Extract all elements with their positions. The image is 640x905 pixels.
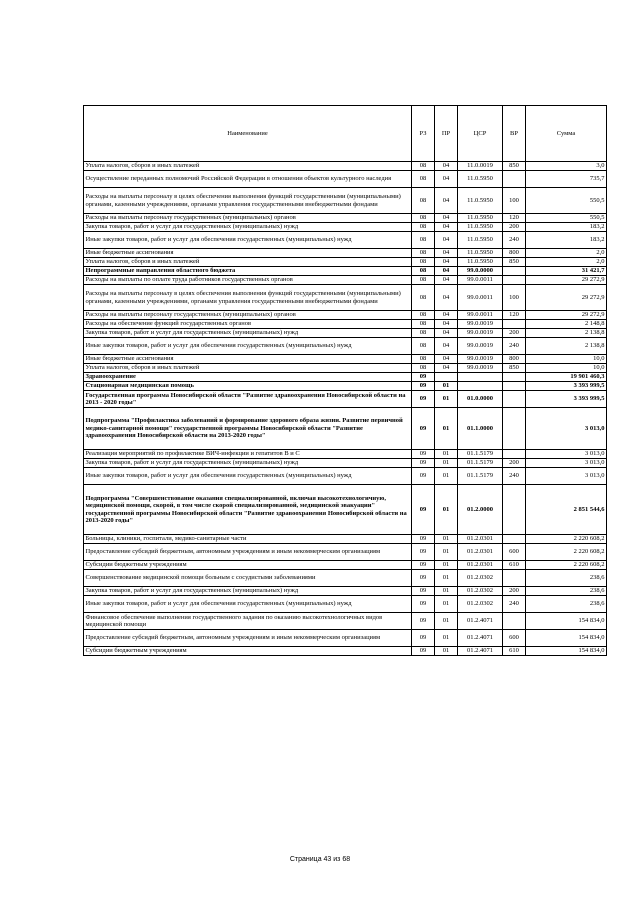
cell-csr: 11.0.5950 — [458, 171, 503, 188]
cell-pr: 04 — [435, 320, 458, 329]
table-row — [84, 485, 607, 535]
cell-sum: 154 834,0 — [526, 630, 607, 647]
table-row — [84, 408, 607, 450]
header-name: Наименование — [84, 106, 412, 162]
cell-csr: 99.0.0019 — [458, 355, 503, 364]
cell-rz: 09 — [412, 450, 435, 459]
cell-csr: 01.2.4071 — [458, 647, 503, 656]
table-row — [84, 459, 607, 468]
cell-vr: 600 — [503, 544, 526, 561]
cell-pr: 04 — [435, 258, 458, 267]
cell-vr: 850 — [503, 364, 526, 373]
cell-rz: 08 — [412, 320, 435, 329]
cell-pr: 04 — [435, 188, 458, 214]
table-row — [84, 373, 607, 382]
cell-sum: 19 901 460,3 — [526, 373, 607, 382]
table-row — [84, 320, 607, 329]
budget-table — [83, 105, 607, 656]
cell-vr — [503, 267, 526, 276]
cell-csr: 01.2.4071 — [458, 630, 503, 647]
cell-rz: 09 — [412, 596, 435, 613]
cell-vr: 240 — [503, 596, 526, 613]
cell-sum: 154 834,0 — [526, 647, 607, 656]
cell-csr: 11.0.5950 — [458, 188, 503, 214]
table-row — [84, 329, 607, 338]
table-row — [84, 311, 607, 320]
cell-vr: 120 — [503, 311, 526, 320]
cell-name: Стационарная медицинская помощь — [84, 382, 412, 391]
cell-csr: 01.2.0302 — [458, 596, 503, 613]
cell-rz: 08 — [412, 258, 435, 267]
cell-pr: 04 — [435, 276, 458, 285]
cell-name: Реализация мероприятий по профилактике ВИЧ-инфекции и гепатитов В и С — [84, 450, 412, 459]
cell-vr — [503, 570, 526, 587]
table-row — [84, 258, 607, 267]
cell-vr — [503, 408, 526, 450]
cell-csr — [458, 382, 503, 391]
cell-sum: 2 851 544,6 — [526, 485, 607, 535]
cell-pr: 04 — [435, 311, 458, 320]
cell-csr: 11.0.5950 — [458, 232, 503, 249]
header-rz: РЗ — [412, 106, 435, 162]
cell-rz: 09 — [412, 459, 435, 468]
cell-vr: 610 — [503, 561, 526, 570]
cell-vr — [503, 382, 526, 391]
cell-csr: 01.2.0301 — [458, 561, 503, 570]
cell-sum: 10,0 — [526, 364, 607, 373]
cell-name: Уплата налогов, сборов и иных платежей — [84, 364, 412, 373]
cell-vr: 200 — [503, 459, 526, 468]
cell-pr: 01 — [435, 596, 458, 613]
cell-rz: 08 — [412, 188, 435, 214]
cell-pr: 04 — [435, 329, 458, 338]
cell-name: Больницы, клиники, госпитали, медико-санитарные части — [84, 535, 412, 544]
cell-rz: 08 — [412, 338, 435, 355]
cell-pr: 04 — [435, 223, 458, 232]
cell-vr — [503, 171, 526, 188]
cell-csr: 99.0.0019 — [458, 320, 503, 329]
cell-sum: 2,0 — [526, 249, 607, 258]
cell-sum: 183,2 — [526, 223, 607, 232]
table-row — [84, 223, 607, 232]
cell-pr: 01 — [435, 613, 458, 630]
table-row — [84, 276, 607, 285]
cell-rz: 09 — [412, 468, 435, 485]
cell-csr: 01.1.5179 — [458, 468, 503, 485]
cell-rz: 08 — [412, 223, 435, 232]
cell-pr: 04 — [435, 285, 458, 311]
cell-csr: 01.2.0301 — [458, 544, 503, 561]
table-row — [84, 232, 607, 249]
cell-rz: 09 — [412, 373, 435, 382]
cell-vr: 850 — [503, 162, 526, 171]
cell-name: Предоставление субсидий бюджетным, автономным учреждениям и иным некоммерческим организациям — [84, 630, 412, 647]
cell-name: Государственная программа Новосибирской области "Развитие здравоохранения Новосибирской области на 2013 - 2020 годы" — [84, 391, 412, 408]
cell-name: Совершенствование медицинской помощи больным с сосудистыми заболеваниями — [84, 570, 412, 587]
cell-pr: 01 — [435, 382, 458, 391]
cell-sum: 29 272,9 — [526, 285, 607, 311]
cell-csr: 99.0.0019 — [458, 338, 503, 355]
header-sum: Сумма — [526, 106, 607, 162]
table-row — [84, 613, 607, 630]
cell-csr: 01.0.0000 — [458, 391, 503, 408]
cell-csr: 01.2.0301 — [458, 535, 503, 544]
cell-rz: 09 — [412, 382, 435, 391]
cell-sum: 31 421,7 — [526, 267, 607, 276]
cell-vr: 120 — [503, 214, 526, 223]
table-row — [84, 587, 607, 596]
cell-name: Иные закупки товаров, работ и услуг для обеспечения государственных (муниципальных) нужд — [84, 338, 412, 355]
cell-csr: 01.2.4071 — [458, 613, 503, 630]
cell-name: Закупка товаров, работ и услуг для государственных (муниципальных) нужд — [84, 459, 412, 468]
cell-name: Непрограммные направления областного бюджета — [84, 267, 412, 276]
cell-vr: 600 — [503, 630, 526, 647]
cell-pr: 04 — [435, 338, 458, 355]
cell-name: Расходы на выплаты персоналу в целях обеспечения выполнения функций государственными (муниципальными) органами, казенными учреждениями, органами управления государственными внебюджетными фондами — [84, 188, 412, 214]
cell-name: Осуществление переданных полномочий Российской Федерации в отношении объектов культурного наследия — [84, 171, 412, 188]
cell-pr: 04 — [435, 214, 458, 223]
cell-name: Здравоохранение — [84, 373, 412, 382]
cell-vr: 100 — [503, 188, 526, 214]
cell-pr: 01 — [435, 408, 458, 450]
cell-sum: 29 272,9 — [526, 311, 607, 320]
table-row — [84, 468, 607, 485]
table-row — [84, 561, 607, 570]
cell-pr: 04 — [435, 355, 458, 364]
cell-sum: 2 148,8 — [526, 320, 607, 329]
cell-sum: 3,0 — [526, 162, 607, 171]
cell-rz: 08 — [412, 285, 435, 311]
cell-sum: 550,5 — [526, 188, 607, 214]
cell-csr: 99.0.0019 — [458, 329, 503, 338]
table-row — [84, 382, 607, 391]
cell-csr: 11.0.5950 — [458, 249, 503, 258]
header-pr: ПР — [435, 106, 458, 162]
table-row — [84, 188, 607, 214]
cell-sum: 2 138,8 — [526, 338, 607, 355]
cell-sum: 2 220 608,2 — [526, 561, 607, 570]
cell-vr: 200 — [503, 223, 526, 232]
cell-pr: 01 — [435, 391, 458, 408]
cell-vr: 200 — [503, 329, 526, 338]
table-row — [84, 570, 607, 587]
cell-name: Расходы на выплаты персоналу в целях обеспечения выполнения функций государственными (муниципальными) органами, казенными учреждениями, органами управления государственными внебюджетными фондами — [84, 285, 412, 311]
cell-rz: 08 — [412, 162, 435, 171]
cell-sum: 2 220 608,2 — [526, 544, 607, 561]
cell-name: Расходы на выплаты персоналу государственных (муниципальных) органов — [84, 311, 412, 320]
cell-rz: 09 — [412, 587, 435, 596]
cell-rz: 08 — [412, 249, 435, 258]
cell-csr: 99.0.0019 — [458, 364, 503, 373]
cell-rz: 08 — [412, 329, 435, 338]
page-number: Страница 43 из 68 — [289, 856, 351, 863]
cell-sum: 10,0 — [526, 355, 607, 364]
cell-rz: 09 — [412, 408, 435, 450]
cell-pr: 04 — [435, 364, 458, 373]
header-csr: ЦСР — [458, 106, 503, 162]
cell-sum: 3 393 999,5 — [526, 391, 607, 408]
cell-vr — [503, 613, 526, 630]
cell-vr — [503, 535, 526, 544]
cell-name: Предоставление субсидий бюджетным, автономным учреждениям и иным некоммерческим организациям — [84, 544, 412, 561]
table-row — [84, 285, 607, 311]
cell-csr: 11.0.5950 — [458, 223, 503, 232]
cell-rz: 09 — [412, 613, 435, 630]
cell-csr: 01.2.0000 — [458, 485, 503, 535]
cell-name: Иные закупки товаров, работ и услуг для обеспечения государственных (муниципальных) нужд — [84, 232, 412, 249]
cell-name: Подпрограмма "Совершенствование оказания специализированной, включая высокотехнологичную, медицинской помощи, скорой, в том числе скорой специализированной, медицинской эвакуации" государственной программы Новосибирской области "Развитие здравоохранения Новосибирской области на 2013-2020 годы" — [84, 485, 412, 535]
cell-name: Уплата налогов, сборов и иных платежей — [84, 258, 412, 267]
cell-name: Подпрограмма "Профилактика заболеваний и формирование здорового образа жизни. Развитие первичной медико-санитарной помощи" государственной программы Новосибирской области "Развитие здравоохранения Новосибирской области на 2013-2020 годы" — [84, 408, 412, 450]
cell-vr — [503, 373, 526, 382]
table-row — [84, 267, 607, 276]
cell-pr: 04 — [435, 232, 458, 249]
cell-pr — [435, 373, 458, 382]
cell-vr: 800 — [503, 249, 526, 258]
cell-pr: 01 — [435, 570, 458, 587]
cell-name: Финансовое обеспечение выполнения государственного задания по оказанию высокотехнологичных видов медицинской помощи — [84, 613, 412, 630]
cell-vr: 100 — [503, 285, 526, 311]
cell-sum: 735,7 — [526, 171, 607, 188]
cell-pr: 01 — [435, 647, 458, 656]
table-row — [84, 364, 607, 373]
table-row — [84, 338, 607, 355]
cell-name: Расходы на обеспечение функций государственных органов — [84, 320, 412, 329]
cell-csr: 11.0.0019 — [458, 162, 503, 171]
cell-name: Иные бюджетные ассигнования — [84, 249, 412, 258]
table-row — [84, 596, 607, 613]
cell-sum: 3 013,0 — [526, 468, 607, 485]
cell-vr — [503, 276, 526, 285]
table-row — [84, 249, 607, 258]
cell-rz: 09 — [412, 544, 435, 561]
cell-pr: 04 — [435, 267, 458, 276]
cell-vr: 200 — [503, 587, 526, 596]
table-row — [84, 171, 607, 188]
cell-vr: 240 — [503, 232, 526, 249]
cell-pr: 04 — [435, 249, 458, 258]
cell-rz: 09 — [412, 391, 435, 408]
cell-rz: 08 — [412, 355, 435, 364]
cell-vr: 610 — [503, 647, 526, 656]
cell-vr: 800 — [503, 355, 526, 364]
cell-vr — [503, 450, 526, 459]
cell-name: Закупка товаров, работ и услуг для государственных (муниципальных) нужд — [84, 223, 412, 232]
cell-pr: 01 — [435, 630, 458, 647]
cell-pr: 01 — [435, 544, 458, 561]
cell-pr: 01 — [435, 485, 458, 535]
cell-csr: 11.0.5950 — [458, 214, 503, 223]
table-row — [84, 535, 607, 544]
cell-name: Иные закупки товаров, работ и услуг для обеспечения государственных (муниципальных) нужд — [84, 468, 412, 485]
cell-sum: 183,2 — [526, 232, 607, 249]
cell-sum: 3 013,0 — [526, 408, 607, 450]
cell-pr: 01 — [435, 468, 458, 485]
cell-vr — [503, 320, 526, 329]
cell-rz: 09 — [412, 561, 435, 570]
cell-rz: 09 — [412, 647, 435, 656]
cell-csr: 99.0.0011 — [458, 285, 503, 311]
table-row — [84, 162, 607, 171]
cell-name: Субсидии бюджетным учреждениям — [84, 647, 412, 656]
cell-sum: 2 220 608,2 — [526, 535, 607, 544]
cell-vr: 240 — [503, 468, 526, 485]
cell-sum: 3 393 999,5 — [526, 382, 607, 391]
cell-csr: 01.2.0302 — [458, 587, 503, 596]
cell-rz: 09 — [412, 485, 435, 535]
cell-name: Субсидии бюджетным учреждениям — [84, 561, 412, 570]
cell-csr: 01.1.0000 — [458, 408, 503, 450]
cell-csr: 99.0.0000 — [458, 267, 503, 276]
cell-sum: 2,0 — [526, 258, 607, 267]
cell-csr: 01.2.0302 — [458, 570, 503, 587]
cell-rz: 09 — [412, 535, 435, 544]
cell-rz: 08 — [412, 232, 435, 249]
cell-sum: 238,6 — [526, 570, 607, 587]
cell-sum: 550,5 — [526, 214, 607, 223]
cell-sum: 3 013,0 — [526, 450, 607, 459]
cell-sum: 154 834,0 — [526, 613, 607, 630]
cell-name: Закупка товаров, работ и услуг для государственных (муниципальных) нужд — [84, 329, 412, 338]
cell-pr: 01 — [435, 450, 458, 459]
cell-name: Иные закупки товаров, работ и услуг для обеспечения государственных (муниципальных) нужд — [84, 596, 412, 613]
cell-rz: 08 — [412, 311, 435, 320]
cell-vr — [503, 485, 526, 535]
cell-pr: 01 — [435, 561, 458, 570]
table-row — [84, 647, 607, 656]
cell-csr: 01.1.5179 — [458, 459, 503, 468]
cell-rz: 08 — [412, 267, 435, 276]
cell-vr — [503, 391, 526, 408]
cell-pr: 04 — [435, 162, 458, 171]
cell-name: Уплата налогов, сборов и иных платежей — [84, 162, 412, 171]
cell-sum: 29 272,9 — [526, 276, 607, 285]
cell-sum: 2 138,8 — [526, 329, 607, 338]
cell-rz: 08 — [412, 364, 435, 373]
table-row — [84, 544, 607, 561]
cell-csr: 11.0.5950 — [458, 258, 503, 267]
table-row — [84, 214, 607, 223]
cell-pr: 01 — [435, 459, 458, 468]
table-row — [84, 630, 607, 647]
cell-pr: 01 — [435, 587, 458, 596]
cell-sum: 238,6 — [526, 596, 607, 613]
table-header-row — [84, 106, 607, 162]
cell-sum: 3 013,0 — [526, 459, 607, 468]
cell-vr: 850 — [503, 258, 526, 267]
table-row — [84, 355, 607, 364]
cell-csr: 01.1.5179 — [458, 450, 503, 459]
cell-sum: 238,6 — [526, 587, 607, 596]
cell-vr: 240 — [503, 338, 526, 355]
cell-pr: 01 — [435, 535, 458, 544]
header-vr: ВР — [503, 106, 526, 162]
cell-pr: 04 — [435, 171, 458, 188]
cell-csr: 99.0.0011 — [458, 276, 503, 285]
cell-rz: 08 — [412, 214, 435, 223]
cell-rz: 08 — [412, 276, 435, 285]
cell-rz: 09 — [412, 570, 435, 587]
cell-csr — [458, 373, 503, 382]
cell-name: Закупка товаров, работ и услуг для государственных (муниципальных) нужд — [84, 587, 412, 596]
table-row — [84, 450, 607, 459]
cell-name: Иные бюджетные ассигнования — [84, 355, 412, 364]
table-row — [84, 391, 607, 408]
cell-csr: 99.0.0011 — [458, 311, 503, 320]
cell-name: Расходы на выплаты по оплате труда работников государственных органов — [84, 276, 412, 285]
cell-rz: 09 — [412, 630, 435, 647]
cell-rz: 08 — [412, 171, 435, 188]
cell-name: Расходы на выплаты персоналу государственных (муниципальных) органов — [84, 214, 412, 223]
